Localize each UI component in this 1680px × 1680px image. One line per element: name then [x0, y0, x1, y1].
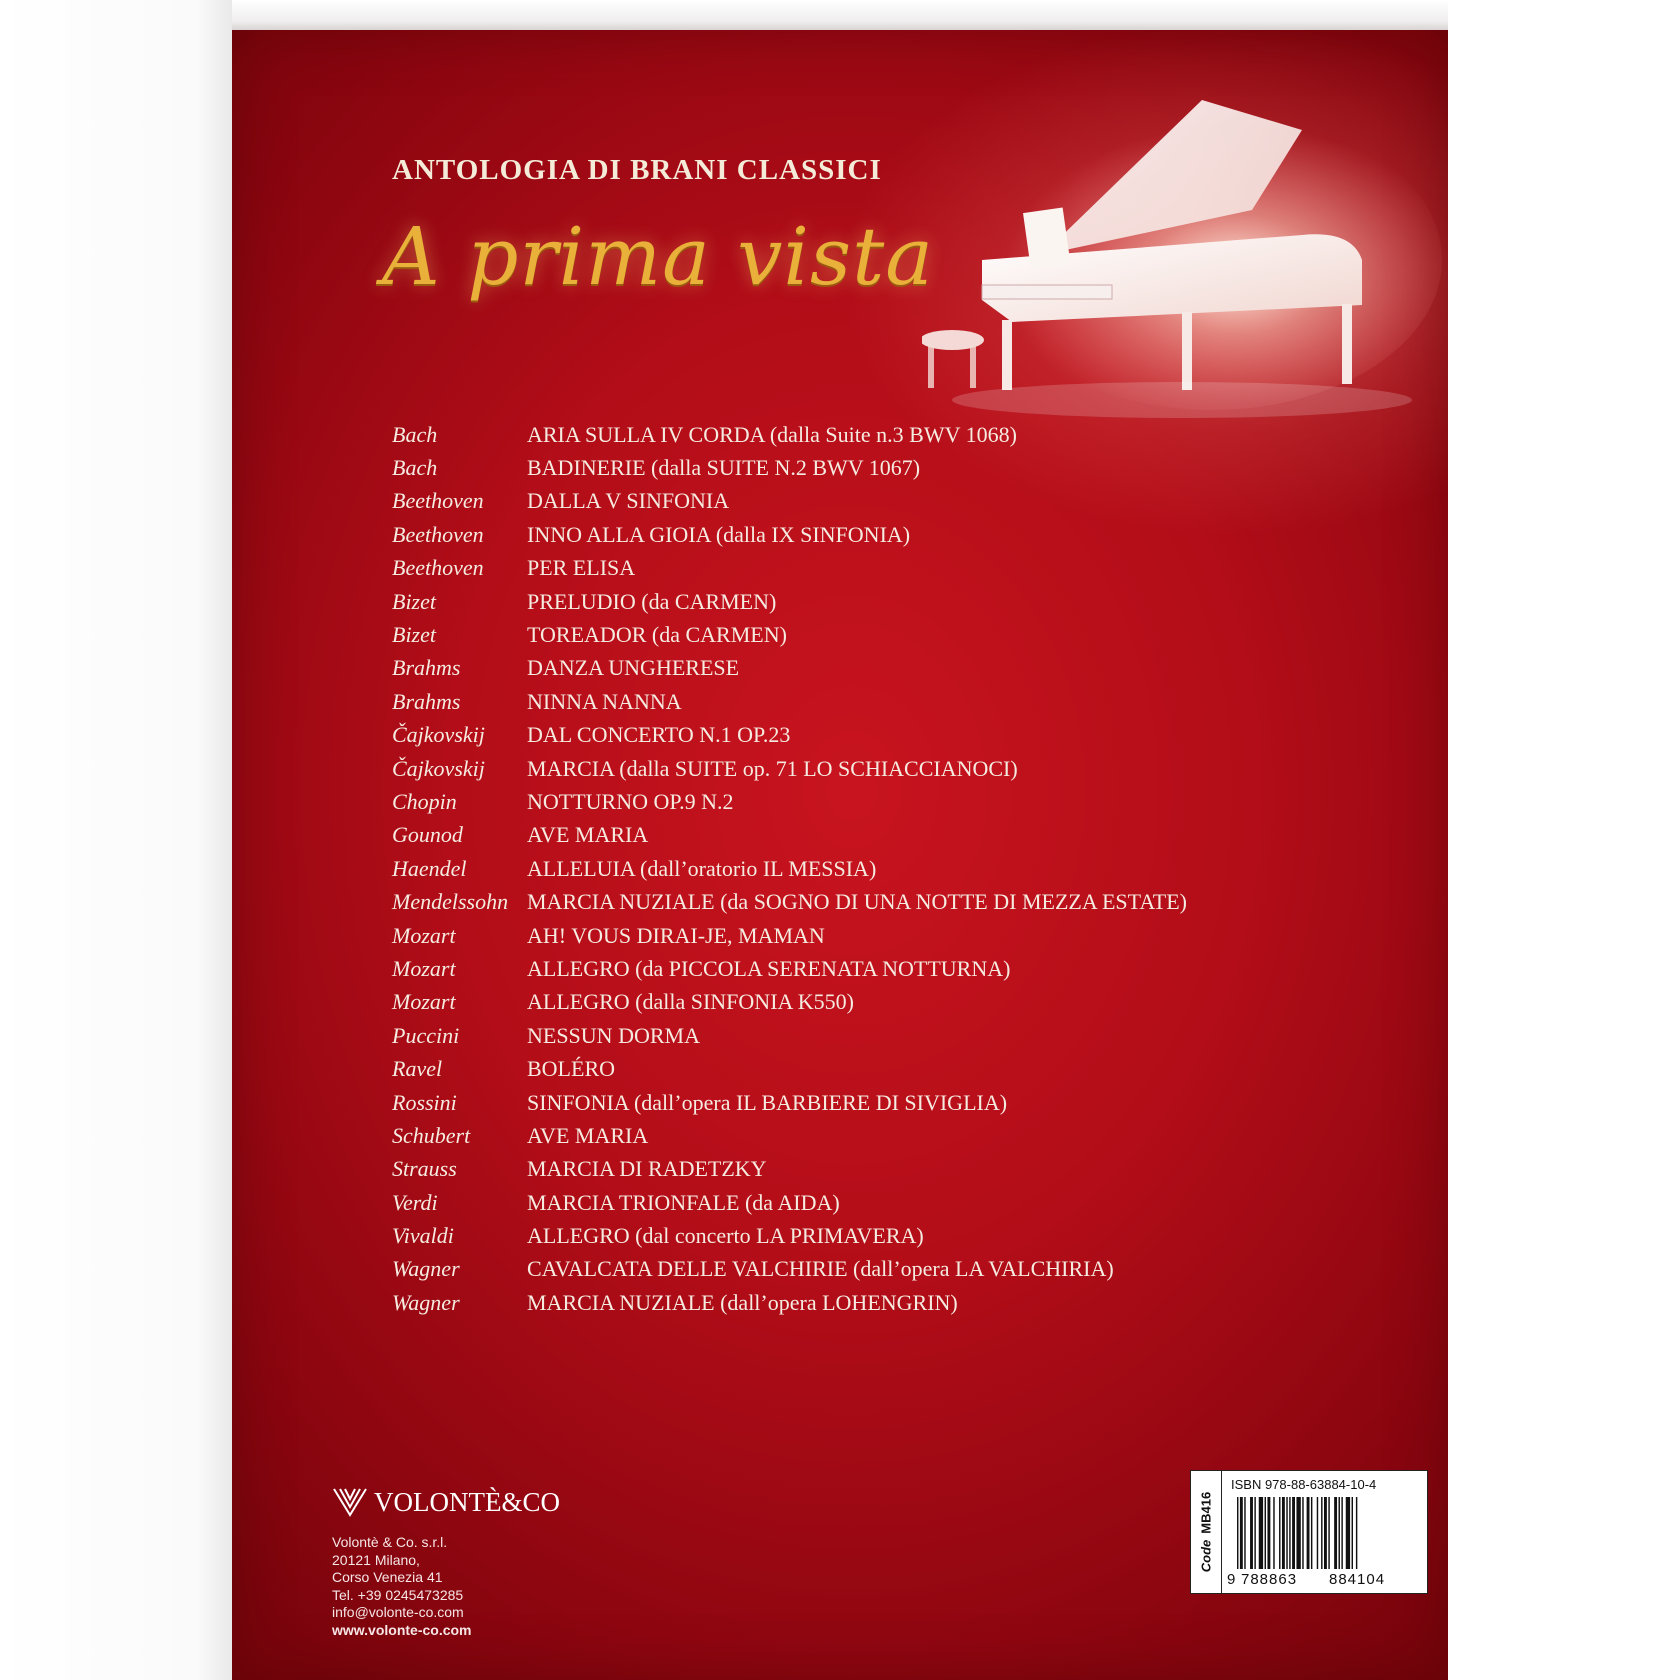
cover-supertitle: ANTOLOGIA DI BRANI CLASSICI [392, 154, 882, 186]
song-row [392, 618, 1292, 651]
song-row [392, 1019, 1292, 1052]
song-title: ARIA SULLA IV CORDA (dalla Suite n.3 BWV 1068) [527, 421, 1017, 447]
publisher-website: www.volonte-co.com [332, 1621, 472, 1638]
song-row [392, 1086, 1292, 1119]
barcode-bars [1237, 1497, 1417, 1569]
song-title: AH! VOUS DIRAI-JE, MAMAN [527, 922, 825, 948]
song-row [392, 885, 1292, 918]
book-back-cover [232, 30, 1448, 1680]
barcode-bar [1311, 1497, 1312, 1569]
song-title: PER ELISA [527, 555, 636, 581]
publisher-street: Corso Venezia 41 [332, 1569, 443, 1585]
song-list [392, 418, 1292, 1320]
song-title: TOREADOR (da CARMEN) [527, 622, 787, 648]
song-row [392, 1119, 1292, 1152]
song-composer: Verdi [392, 1189, 438, 1215]
song-composer: Vivaldi [392, 1223, 454, 1249]
song-composer: Rossini [392, 1089, 457, 1115]
song-composer: Bizet [392, 588, 436, 614]
barcode-digits [1227, 1571, 1423, 1588]
song-row [392, 1052, 1292, 1085]
song-composer: Mozart [392, 922, 456, 948]
barcode-bar [1334, 1497, 1337, 1569]
barcode-box [1190, 1470, 1428, 1594]
song-composer: Schubert [392, 1122, 471, 1148]
product-code: MB416 [1198, 1491, 1214, 1534]
barcode-bar [1254, 1497, 1255, 1569]
song-row [392, 852, 1292, 885]
barcode-bar [1273, 1497, 1274, 1569]
song-composer: Brahms [392, 655, 461, 681]
song-title: INNO ALLA GIOIA (dalla IX SINFONIA) [527, 521, 911, 547]
product-code-label: Code [1198, 1539, 1214, 1573]
song-title: DALLA V SINFONIA [527, 488, 730, 514]
song-title: BOLÉRO [527, 1056, 615, 1082]
publisher-block [332, 1482, 732, 1639]
song-composer: Bach [392, 421, 438, 447]
song-row [392, 1286, 1292, 1319]
song-row [392, 552, 1292, 585]
barcode-bar [1328, 1497, 1329, 1569]
song-title: MARCIA TRIONFALE (da AIDA) [527, 1189, 840, 1215]
song-row [392, 1253, 1292, 1286]
song-row [392, 752, 1292, 785]
song-row [392, 685, 1292, 718]
song-composer: Ravel [392, 1056, 443, 1082]
barcode-bar [1237, 1497, 1238, 1569]
song-row [392, 418, 1292, 451]
song-title: AVE MARIA [527, 822, 649, 848]
song-row [392, 652, 1292, 685]
grand-piano-illustration [922, 60, 1442, 440]
barcode-digit-first: 9 [1227, 1571, 1237, 1588]
song-composer: Haendel [392, 855, 467, 881]
song-title: AVE MARIA [527, 1122, 649, 1148]
song-composer: Strauss [392, 1156, 457, 1182]
song-title: ALLEGRO (da PICCOLA SERENATA NOTTURNA) [527, 955, 1011, 981]
page-margin-top [232, 0, 1448, 30]
song-title: SINFONIA (dall’opera IL BARBIERE DI SIVIGLIA) [527, 1089, 1008, 1115]
song-composer: Wagner [392, 1256, 460, 1282]
song-composer: Čajkovskij [392, 722, 485, 748]
song-title: MARCIA DI RADETZKY [527, 1156, 767, 1182]
song-composer: Mozart [392, 955, 456, 981]
barcode-bar [1346, 1497, 1350, 1569]
song-title: BADINERIE (dalla SUITE N.2 BWV 1067) [527, 455, 921, 481]
song-row [392, 585, 1292, 618]
publisher-company: Volontè & Co. s.r.l. [332, 1534, 448, 1550]
song-composer: Beethoven [392, 488, 484, 514]
song-row [392, 1219, 1292, 1252]
song-composer: Wagner [392, 1289, 460, 1315]
song-row [392, 518, 1292, 551]
song-title: ALLEGRO (dalla SINFONIA K550) [527, 989, 854, 1015]
barcode-bar [1356, 1497, 1357, 1569]
publisher-phone: Tel. +39 0245473285 [332, 1586, 464, 1603]
song-composer: Mozart [392, 989, 456, 1015]
song-composer: Čajkovskij [392, 755, 485, 781]
barcode-bar [1279, 1497, 1280, 1569]
barcode-bar [1259, 1497, 1263, 1569]
publisher-email: info@volonte-co.com [332, 1604, 464, 1620]
song-row [392, 952, 1292, 985]
song-composer: Beethoven [392, 521, 484, 547]
barcode-digits-left: 788863 [1241, 1571, 1298, 1588]
song-row [392, 719, 1292, 752]
isbn-text: ISBN 978-88-63884-10-4 [1231, 1477, 1377, 1492]
song-title: MARCIA (dalla SUITE op. 71 LO SCHIACCIANOCI) [527, 755, 1018, 781]
song-title: ALLELUIA (dall’oratorio IL MESSIA) [527, 855, 877, 881]
barcode-bar [1250, 1497, 1253, 1569]
song-composer: Gounod [392, 822, 463, 848]
song-title: NINNA NANNA [527, 688, 682, 714]
song-row [392, 1186, 1292, 1219]
song-composer: Mendelssohn [392, 889, 509, 915]
barcode-bar [1324, 1497, 1327, 1569]
song-title: DAL CONCERTO N.1 OP.23 [527, 722, 791, 748]
barcode-bar [1286, 1497, 1287, 1569]
song-row [392, 919, 1292, 952]
barcode-bar [1339, 1497, 1340, 1569]
song-title: PRELUDIO (da CARMEN) [527, 588, 777, 614]
song-title: MARCIA NUZIALE (dall’opera LOHENGRIN) [527, 1289, 958, 1315]
barcode-bar [1317, 1497, 1318, 1569]
barcode-bar [1265, 1497, 1266, 1569]
song-row [392, 819, 1292, 852]
song-row [392, 451, 1292, 484]
song-title: NOTTURNO OP.9 N.2 [527, 788, 734, 814]
barcode-bar [1289, 1497, 1290, 1569]
cover-title: A prima vista [382, 210, 934, 303]
publisher-logo-icon [332, 1487, 368, 1517]
barcode-bar [1352, 1497, 1353, 1569]
publisher-name: VOLONTÈ&CO [374, 1486, 560, 1517]
song-title: DANZA UNGHERESE [527, 655, 740, 681]
song-row [392, 485, 1292, 518]
song-row [392, 785, 1292, 818]
publisher-city: 20121 Milano, [332, 1551, 420, 1568]
song-composer: Chopin [392, 788, 457, 814]
song-row [392, 986, 1292, 1019]
barcode-bar [1321, 1497, 1322, 1569]
barcode-bar [1307, 1497, 1310, 1569]
song-title: MARCIA NUZIALE (da SOGNO DI UNA NOTTE DI MEZZA ESTATE) [527, 889, 1187, 915]
barcode-bar [1282, 1497, 1285, 1569]
barcode-bar [1302, 1497, 1303, 1569]
product-code-strip [1191, 1471, 1222, 1593]
barcode-bar [1240, 1497, 1243, 1569]
song-title: NESSUN DORMA [527, 1022, 700, 1048]
page-margin-left [0, 0, 232, 1680]
song-title: CAVALCATA DELLE VALCHIRIE (dall’opera LA VALCHIRIA) [527, 1256, 1114, 1282]
song-composer: Bach [392, 455, 438, 481]
barcode-bar [1292, 1497, 1295, 1569]
barcode-bar [1341, 1497, 1342, 1569]
barcode-bar [1244, 1497, 1245, 1569]
song-composer: Beethoven [392, 555, 484, 581]
barcode-digits-right: 884104 [1329, 1571, 1386, 1588]
song-composer: Bizet [392, 622, 436, 648]
song-row [392, 1153, 1292, 1186]
song-composer: Puccini [392, 1022, 460, 1048]
barcode-bar [1267, 1497, 1270, 1569]
song-title: ALLEGRO (dal concerto LA PRIMAVERA) [527, 1223, 924, 1249]
song-composer: Brahms [392, 688, 461, 714]
barcode-bar [1296, 1497, 1300, 1569]
